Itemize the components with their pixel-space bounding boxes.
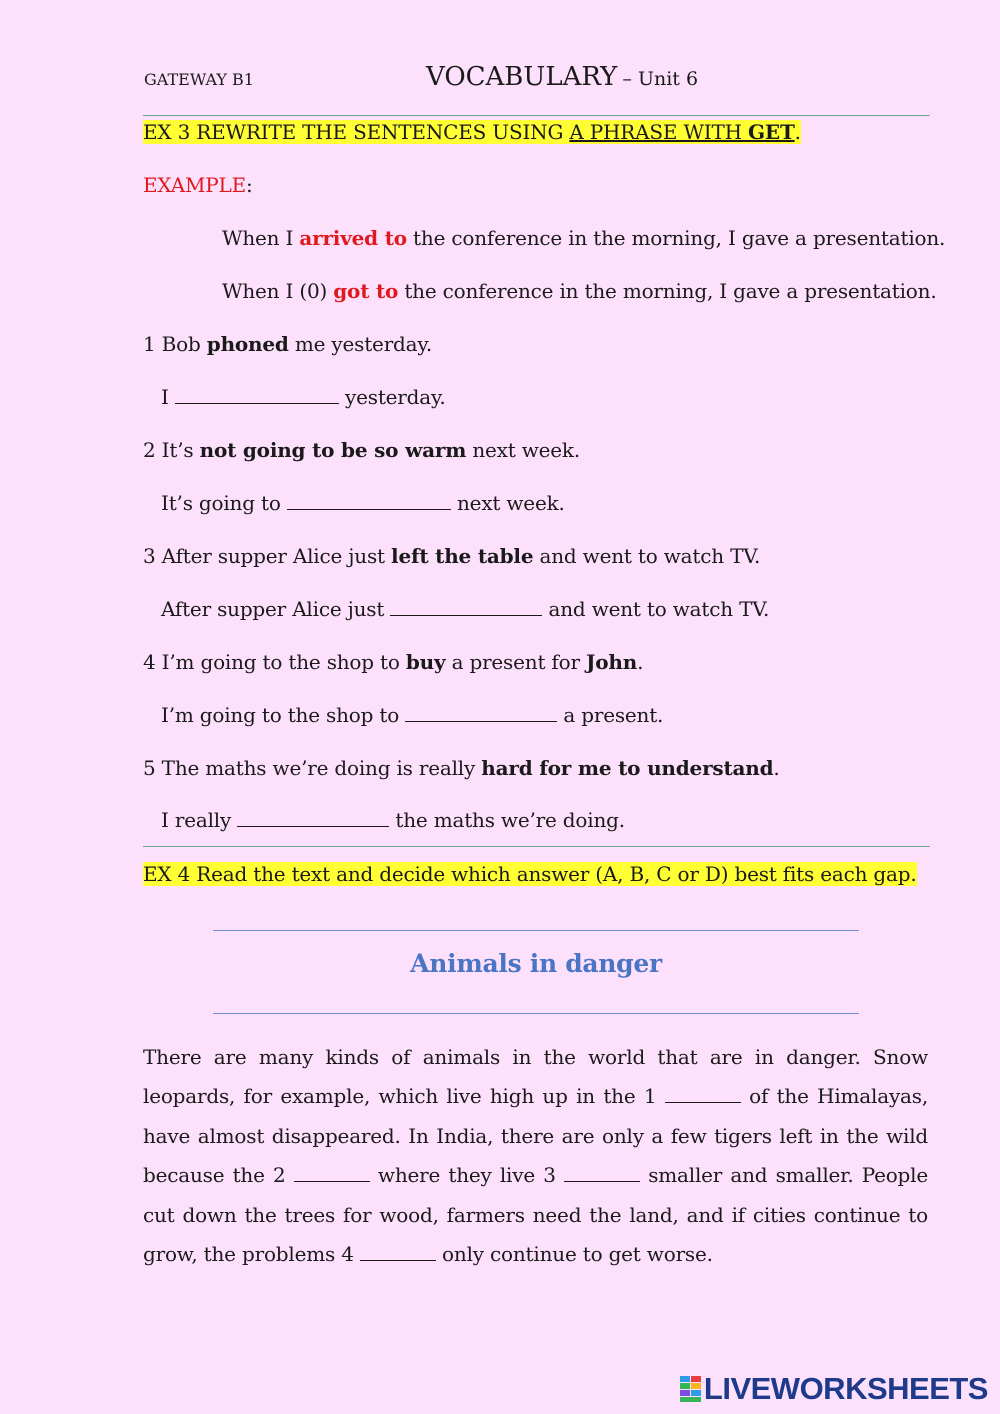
title-rule-top (213, 930, 859, 931)
question-2-post: next week. (466, 438, 580, 462)
liveworksheets-logo-icon (680, 1376, 702, 1402)
answer-4-blank[interactable] (405, 706, 557, 722)
page-title (426, 62, 698, 92)
question-1-key: phoned (206, 332, 289, 356)
ex4-instruction-text: EX 4 Read the text and decide which answer (A, B, C or D) best fits each gap. (143, 862, 917, 886)
question-2-pre: 2 It’s (143, 438, 200, 462)
example-line-1-key: arrived to (299, 226, 407, 250)
answer-5-pre: I really (161, 808, 238, 832)
question-5-key: hard for me to understand (481, 756, 774, 780)
question-3-key: left the table (391, 544, 534, 568)
header-divider (143, 115, 930, 116)
question-3 (143, 544, 760, 568)
example-colon: : (246, 173, 253, 197)
question-4 (143, 650, 643, 674)
example-line-2 (222, 279, 936, 303)
answer-2-pre: It’s going to (161, 491, 287, 515)
answer-2 (161, 491, 565, 515)
question-5-pre: 5 The maths we’re doing is really (143, 756, 482, 780)
example-label-text: EXAMPLE (143, 173, 246, 197)
reading-text-part-5: only continue to get worse. (435, 1242, 713, 1267)
example-line-2-key: got to (333, 279, 399, 303)
reading-text-part-2: of the Himalayas, have almost disappeared. In India, there are only a few tigers left in the wild because the 2 (143, 1084, 928, 1188)
question-4-pre: 4 I’m going to the shop to (143, 650, 406, 674)
liveworksheets-logo (680, 1373, 988, 1405)
answer-5 (161, 808, 625, 832)
reading-text-part-1: There are many kinds of animals in the world that are in danger. Snow leopards, for example, which live high up in the 1 (143, 1045, 928, 1109)
gap-4[interactable] (360, 1245, 436, 1261)
example-line-1-post: the conference in the morning, I gave a presentation. (406, 226, 946, 250)
section-divider (143, 846, 930, 847)
answer-3-blank[interactable] (390, 600, 542, 616)
example-line-1-pre: When I (222, 226, 300, 250)
question-3-pre: 3 After supper Alice just (143, 544, 392, 568)
answer-4 (161, 703, 663, 727)
gap-1[interactable] (665, 1087, 741, 1103)
liveworksheets-logo-text: LIVEWORKSHEETS (703, 1371, 988, 1406)
header-left: GATEWAY B1 (144, 70, 254, 89)
answer-1-blank[interactable] (175, 388, 339, 404)
page-title-main: VOCABULARY (426, 62, 618, 92)
ex3-instruction-text (143, 120, 801, 144)
example-line-1 (222, 226, 945, 250)
answer-4-post: a present. (557, 703, 664, 727)
answer-1-pre: I (161, 385, 175, 409)
ex3-instruction-prefix: EX 3 REWRITE THE SENTENCES USING (143, 120, 570, 144)
ex3-instruction-underlined (569, 120, 794, 144)
answer-3-pre: After supper Alice just (161, 597, 391, 621)
example-label (143, 173, 253, 197)
answer-3-post: and went to watch TV. (542, 597, 770, 621)
question-4-mid: a present for (445, 650, 586, 674)
question-2-key: not going to be so warm (199, 438, 467, 462)
example-line-2-pre: When I (0) (222, 279, 334, 303)
question-1 (143, 332, 432, 356)
question-4-key-2: John (586, 650, 638, 674)
answer-2-post: next week. (450, 491, 565, 515)
ex3-instruction-phrase: A PHRASE WITH (569, 120, 749, 144)
question-5 (143, 756, 780, 780)
answer-4-pre: I’m going to the shop to (161, 703, 406, 727)
ex3-instruction (143, 120, 801, 144)
answer-5-blank[interactable] (237, 811, 389, 827)
question-4-post: . (637, 650, 644, 674)
question-1-post: me yesterday. (288, 332, 432, 356)
ex4-instruction (143, 862, 917, 886)
question-4-key: buy (405, 650, 446, 674)
reading-text (143, 1038, 928, 1274)
title-rule-bottom (213, 1013, 859, 1014)
ex3-instruction-get: GET (748, 120, 795, 144)
gap-2[interactable] (294, 1166, 370, 1182)
question-2 (143, 438, 580, 462)
answer-2-blank[interactable] (287, 494, 451, 510)
text-title: Animals in danger (410, 949, 662, 978)
reading-text-part-4: smaller and smaller. People cut down the trees for wood, farmers need the land, and if cities continue to grow, the problems 4 (143, 1163, 928, 1267)
example-line-2-post: the conference in the morning, I gave a presentation. (398, 279, 937, 303)
question-3-post: and went to watch TV. (533, 544, 761, 568)
answer-1 (161, 385, 446, 409)
page-title-suffix: – Unit 6 (622, 68, 699, 90)
answer-3 (161, 597, 769, 621)
gap-3[interactable] (564, 1166, 640, 1182)
answer-5-post: the maths we’re doing. (389, 808, 625, 832)
question-5-post: . (773, 756, 780, 780)
ex3-instruction-end: . (794, 120, 801, 144)
answer-1-post: yesterday. (338, 385, 446, 409)
reading-text-part-3: where they live 3 (369, 1163, 564, 1188)
question-1-pre: 1 Bob (143, 332, 207, 356)
